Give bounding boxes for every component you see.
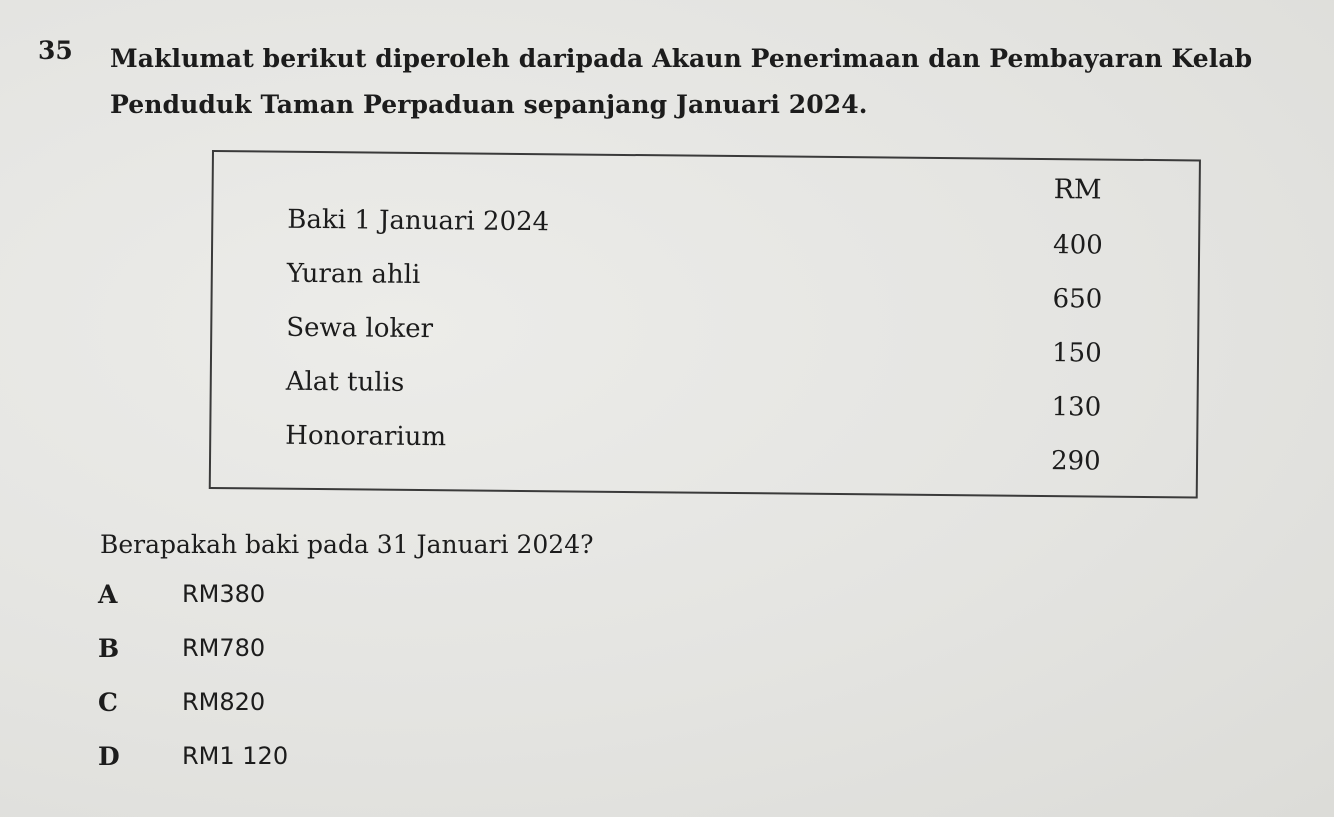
option-d-text[interactable]: RM1 120 — [182, 742, 289, 770]
question-text: Maklumat berikut diperoleh daripada Akaun Penerimaan dan Pembayaran Kelab Penduduk Taman Perpaduan sepanjang Januari 2024. — [110, 44, 1253, 119]
item-value-baki: 400 — [1052, 230, 1103, 261]
option-c-letter: C — [98, 688, 118, 717]
option-d-letter: D — [98, 742, 120, 771]
question-prompt: Berapakah baki pada 31 Januari 2024? — [100, 530, 594, 559]
item-value-sewa: 150 — [1051, 338, 1102, 369]
item-value-alat: 130 — [1051, 392, 1102, 423]
item-value-honorarium: 290 — [1050, 446, 1101, 477]
item-label-baki: Baki 1 Januari 2024 — [287, 204, 550, 238]
option-a-letter: A — [98, 580, 118, 609]
option-c-text[interactable]: RM820 — [182, 688, 266, 716]
item-label-alat: Alat tulis — [285, 366, 405, 398]
item-label-yuran: Yuran ahli — [286, 258, 421, 291]
item-label-sewa: Sewa loker — [286, 312, 434, 345]
question-number: 35 — [38, 36, 73, 65]
account-table — [209, 150, 1201, 498]
option-b-letter: B — [98, 634, 120, 663]
option-b-text[interactable]: RM780 — [182, 634, 266, 662]
option-a-text[interactable]: RM380 — [182, 580, 266, 608]
item-value-yuran: 650 — [1052, 284, 1103, 315]
item-label-honorarium: Honorarium — [285, 420, 447, 453]
currency-header: RM — [1053, 174, 1102, 206]
